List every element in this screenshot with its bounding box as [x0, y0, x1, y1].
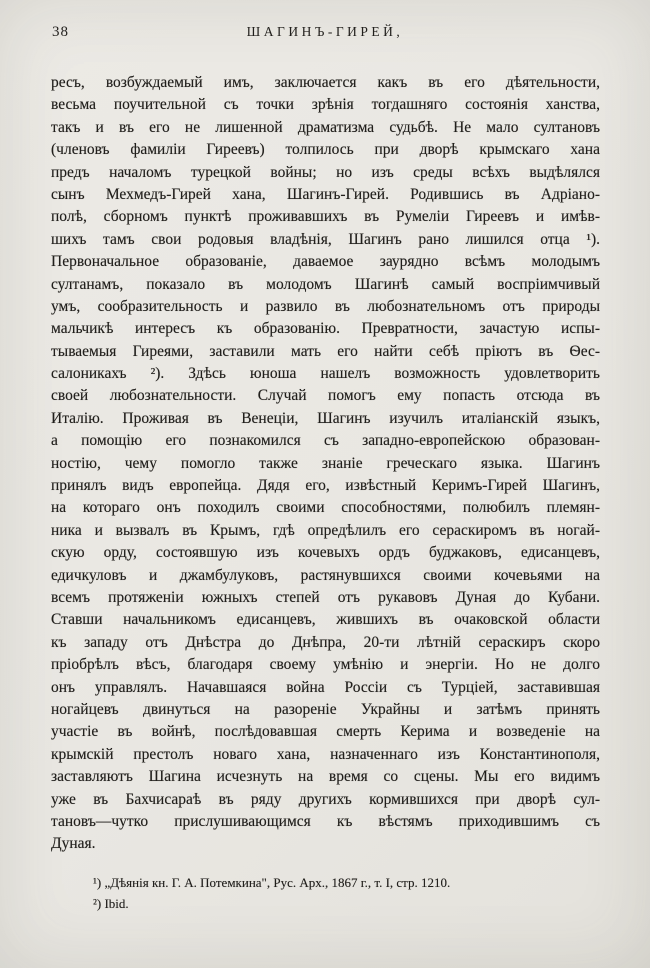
body-line: принялъ видъ европейца. Дядя его, извѣстный Керимъ-Гирей Шагинъ, [51, 477, 600, 495]
body-line: къ западу отъ Днѣстра до Днѣпра, 20-ти лѣтній сераскиръ скоро [51, 633, 600, 651]
running-header: ШАГИНЪ-ГИРЕЙ, [246, 24, 404, 39]
body-line: полѣ, сборномъ пунктѣ проживавшихъ въ Румеліи Гиреевъ и имѣв- [51, 208, 600, 226]
body-line: на котораго онъ походилъ своими способностями, полюбилъ племян- [51, 499, 600, 517]
body-line: весьма поучительной съ точки зрѣнія тогдашняго состоянія ханства, [51, 96, 600, 114]
body-line: скую орду, состоявшую изъ кочевыхъ ордъ буджаковъ, едисанцевъ, [51, 544, 600, 562]
body-line: всемъ протяженіи южныхъ степей отъ рукавовъ Дуная до Кубани. [51, 588, 600, 606]
body-line: а помощію его познакомился съ западно-европейскою образован- [51, 432, 600, 450]
footnote: ²) Ibid. [93, 896, 129, 911]
body-line: ностію, чему помогло также знаніе греческаго языка. Шагинъ [51, 454, 600, 472]
footnote: ¹) „Дѣянія кн. Г. А. Потемкина", Рус. Арх., 1867 г., т. I, стр. 1210. [93, 875, 451, 890]
body-line: заставляютъ Шагина исчезнуть на время со сцены. Мы его видимъ [51, 768, 600, 786]
body-line: своей любознательности. Случай помогъ ему попасть отсюда въ [51, 387, 600, 405]
body-line: участіе въ войнѣ, послѣдовавшая смерть Керима и возведеніе на [51, 723, 600, 741]
body-line: умъ, сообразительность и развило въ любознательномъ отъ природы [51, 297, 600, 315]
page-number: 38 [52, 24, 69, 40]
body-text [51, 72, 600, 856]
body-line: крымскій престолъ новаго хана, назначеннаго изъ Константинополя, [51, 745, 600, 763]
body-line: такъ и въ его не лишенной драматизма судьбѣ. Не мало султановъ [51, 118, 600, 136]
page-header [0, 24, 650, 44]
body-line: едичкуловъ и джамбулуковъ, растянувшихся своими кочевьями на [51, 566, 600, 584]
body-line: (членовъ фамиліи Гиреевъ) толпилось при дворѣ крымскаго хана [51, 141, 600, 159]
body-line: предъ началомъ турецкой войны; но изъ среды всѣхъ выдѣлялся [51, 163, 600, 181]
body-line: Дуная. [51, 835, 96, 853]
body-line: шихъ тамъ свои родовыя владѣнія, Шагинъ рано лишился отца ¹). [51, 230, 600, 248]
body-line: султанамъ, показало въ молодомъ Шагинѣ самый воспріимчивый [51, 275, 600, 293]
body-line: Италію. Проживая въ Венеціи, Шагинъ изучилъ италіанскій языкъ, [51, 409, 600, 427]
body-line: ногайцевъ двинуться на разореніе Украйны и затѣмъ принять [51, 700, 600, 718]
body-line: тываемыя Гиреями, заставили мать его найти себѣ пріютъ въ Ѳес- [51, 342, 600, 360]
body-line: уже въ Бахчисараѣ въ ряду другихъ кормившихся при дворѣ сул- [51, 790, 600, 808]
body-line: онъ управлялъ. Начавшаяся война Россіи съ Турціей, заставившая [51, 678, 600, 696]
body-line: тановъ—чутко прислушивающимся къ вѣстямъ приходившимъ съ [51, 812, 600, 830]
body-line: мальчикѣ интересъ къ образованію. Превратности, зачастую испы- [51, 320, 600, 338]
body-line: салоникахъ ²). Здѣсь юноша нашелъ возможность удовлетворить [51, 365, 600, 383]
body-line: ресъ, возбуждаемый имъ, заключается какъ въ его дѣятельности, [51, 74, 600, 91]
body-line: Первоначальное образованіе, даваемое заурядно всѣмъ молодымъ [51, 253, 600, 271]
body-line: пріобрѣлъ вѣсъ, благодаря своему умѣнію и энергіи. Но не долго [51, 656, 600, 674]
footnotes [51, 872, 600, 914]
body-line: ника и вызвалъ въ Крымъ, гдѣ опредѣлилъ его сераскиромъ въ ногай- [51, 521, 600, 539]
body-line: сынъ Мехмедъ-Гирей хана, Шагинъ-Гирей. Родившись въ Адріано- [51, 185, 600, 203]
body-line: Ставши начальникомъ едисанцевъ, жившихъ въ очаковской области [51, 611, 600, 629]
